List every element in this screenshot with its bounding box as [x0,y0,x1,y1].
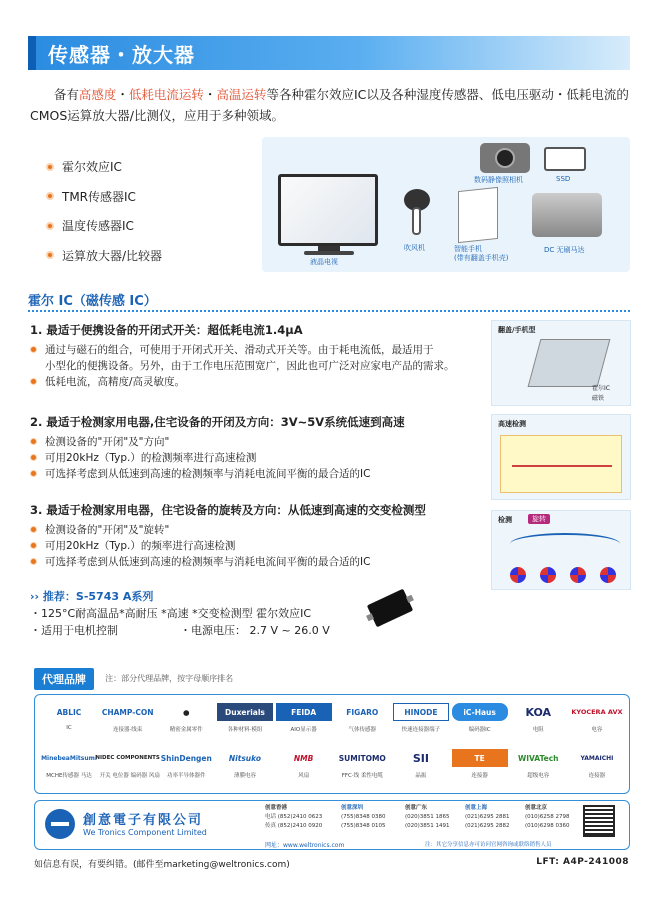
brand-logo: FEIDA [276,703,332,721]
brand-name: 快速连接器端子 [401,727,441,733]
brand-row-1 [41,703,625,733]
dryer-image [404,189,434,235]
brand-name: 编码器IC [468,727,491,733]
feature-block-3 [30,502,480,570]
office-name: 创意北京 [525,805,548,811]
intro-sep-2: ・ [203,87,217,102]
waveform [510,533,620,555]
office-bj [525,804,570,831]
magnet-rotor-icon [510,567,526,583]
office-sz [341,804,386,831]
office-name: 创意深圳 [341,805,364,811]
brand-name: 风扇 [298,773,310,779]
brand-item [217,749,273,779]
side-image-label: 翻盖/手机型 [498,326,536,334]
side-image-rotation [491,510,631,590]
brand-logo: NMB [293,753,314,763]
block-title: 3. 最适于检测家用电器，住宅设备的旋转及方向：从低速到高速的交变检测型 [30,503,426,517]
signal-line [512,465,612,467]
legend-hall-ic: 霍尔IC [592,385,610,392]
office-tel: (021)6295 2881 [465,814,510,820]
brand-note: 注：部分代理品牌，按字母顺序排名 [105,674,234,683]
brand-name: MCHE传感器 马达 [46,773,92,779]
brand-logo: Duxerials [217,703,273,721]
brand-name: 连接器 [471,773,488,779]
block-line: 可用20kHz（Typ.）的频率进行高速检测 [30,538,480,554]
brand-name: 连接器·线束 [113,727,143,733]
bullet-icon [30,526,37,533]
brand-item [452,703,508,733]
office-name: 创意广东 [405,805,428,811]
brand-item [334,703,390,733]
feature-item: 运算放大器/比较器 [46,241,162,271]
magnet-rotor-icon [570,567,586,583]
motor-image [532,193,602,237]
brand-name: 气体传感器 [348,727,377,733]
bullet-icon [46,251,54,259]
brand-header [34,668,233,690]
caption-motor: DC 无刷马达 [544,246,585,254]
legend-magnet: 磁铁 [592,395,605,402]
side-image-high-speed [491,414,631,500]
section-title: 霍尔 IC（磁传感 IC） [28,290,630,312]
brand-logo: MinebeaMitsumi [41,754,97,762]
brand-item [510,749,566,779]
block-line: 可用20kHz（Typ.）的检测频率进行高速检测 [30,450,480,466]
tv-image [278,174,378,246]
recommend-line-2 [30,622,390,639]
block-title: 2. 最适于检测家用电器,住宅设备的开闭及方向：3V~5V系统低速到高速 [30,415,405,429]
brand-logo: TE [452,749,508,767]
bullet-icon [46,192,54,200]
feature-item: 霍尔效应IC [46,152,162,182]
brand-badge: 代理品牌 [34,668,94,690]
contact-panel [34,800,630,850]
side-image-flip-phone [491,320,631,406]
brand-item [334,749,390,779]
bullet-icon [46,163,54,171]
intro-highlight-1: 高感度 [78,87,117,102]
caption-phone: 智能手机 (带有翻盖手机壳) [454,245,509,262]
office-fax: (020)3851 1491 [405,823,450,829]
brand-item [100,703,156,733]
brand-name: 超级电容 [527,773,550,779]
rotation-tag: 旋转 [528,514,550,524]
office-tel: 电话 (852)2410 0623 [265,814,323,820]
caption-camera: 数码静像照相机 [474,176,523,184]
intro-post: 等各种霍尔效应IC以及各种湿度传感器、低电压驱动・低耗电流的CMOS运算放大器/比测仪，应用于多种领域。 [30,87,629,123]
block-line: 检测设备的"开闭"及"旋转" [30,522,480,538]
brand-name: 各种材料·模组 [227,727,263,733]
bullet-icon [30,542,37,549]
company-name-cn: 創意電子有限公司 [83,813,204,828]
contact-note: 注：其它分享信息亦可访问官网咨询或联络销售人员 [425,842,552,848]
caption-dryer: 吹风机 [404,244,425,252]
brand-name: 精密金属零件 [169,727,203,733]
brand-logo: ABLIC [56,707,82,717]
intro-pre: 备有 [53,87,79,102]
office-hk [265,804,322,831]
feature-item: TMR传感器IC [46,182,162,212]
laptop-image [528,339,611,387]
feature-block-2 [30,414,480,482]
bullet-icon [30,346,37,353]
brand-item [158,703,214,733]
office-gd [405,804,450,831]
brand-logo: iC-Haus [452,703,508,721]
brand-name: 晶振 [415,773,427,779]
feature-item: 温度传感器IC [46,211,162,241]
brand-item [217,703,273,733]
brand-item [569,749,625,779]
intro-highlight-3: 高温运转 [216,87,267,102]
office-tel: (020)3851 1865 [405,814,450,820]
bullet-icon [30,438,37,445]
recommend-title: ›› 推荐：S-5743 A系列 [30,590,154,603]
qr-code-icon [583,805,615,837]
office-tel: (755)8348 0380 [341,814,386,820]
phone-image [458,187,498,243]
brand-row-2 [41,749,625,779]
office-fax: (755)8348 0105 [341,823,386,829]
brand-name: IC [66,725,72,731]
brand-item [393,749,449,779]
office-name: 创意香港 [265,805,288,811]
bullet-icon [30,454,37,461]
bullet-icon [46,222,54,230]
block-line: 可选择考虑到从低速到高速的检测频率与消耗电流间平衡的最合适的IC [30,554,480,570]
company-website[interactable]: 网址：www.weltronics.com [265,842,345,849]
brand-logo: WIVATech [517,753,559,763]
brand-logo: YAMAICHI [580,754,614,762]
brand-name: 电容 [591,727,603,733]
block-line: 可选择考虑到从低速到高速的检测频率与消耗电流间平衡的最合适的IC [30,466,480,482]
brand-item [276,703,332,733]
brand-item [95,749,160,779]
office-fax: (021)6295 2882 [465,823,510,829]
office-fax: 传真 (852)2410 0920 [265,823,323,829]
caption-tv: 液晶电视 [310,258,338,266]
brand-item [569,703,625,733]
brand-name: 电阻 [532,727,544,733]
brand-logo: SII [412,751,429,765]
brand-logo: NIDEC COMPONENTS [95,755,160,761]
brand-name: 功率半导体器件 [167,773,206,779]
brand-name: 连接器 [588,773,606,779]
brand-item [393,703,449,733]
ssd-image [544,147,586,171]
brand-name: 薄膜电容 [233,773,256,779]
brand-item [158,749,214,779]
block-line: 通过与磁石的组合，可使用于开闭式开关、滑动式开关等。由于耗电流低，最适用于 [30,342,480,358]
feature-block-1 [30,322,480,390]
bullet-icon [30,378,37,385]
caption-ssd: SSD [556,175,571,183]
brand-item [452,749,508,779]
office-tel: (010)6258 2798 [525,814,570,820]
block-title: 1. 最适于便携设备的开闭式开关：超低耗电流1.4μA [30,323,303,337]
brand-item [41,703,97,733]
recommend-line-1: ・125°C耐高温品*高耐压 *高速 *交变检测型 霍尔效应IC [30,607,312,620]
brand-logo: HINODE [393,703,449,721]
recommend-voltage: ・电源电压： 2.7 V ~ 26.0 V [180,624,330,637]
bullet-icon [30,470,37,477]
brand-logo: ShinDengen [160,753,212,763]
application-illustration [262,137,630,272]
page-title: 传感器・放大器 [48,43,195,67]
block-line: 小型化的便携设备。另外，由于工作电压范围宽广，因此也可广泛对应家电产品的需求。 [45,360,455,372]
intro-highlight-2: 低耗电流运转 [128,87,204,102]
header-accent [28,36,36,70]
block-line: 检测设备的"开闭"及"方向" [30,434,480,450]
intro-sep-1: ・ [116,87,129,102]
brand-name: 开关 电位器 编码器 风扇 [99,773,160,779]
block-line: 低耗电流，高精度/高灵敏度。 [30,374,480,390]
side-image-label: 高速检测 [498,420,526,428]
timing-diagram [500,435,622,493]
brand-name: AIO显示器 [290,727,317,733]
brand-logo: ● [183,707,190,717]
footer-note: 如信息有误，有要纠错。(邮件至marketing@weltronics.com) [34,860,290,870]
brand-logo: SUMITOMO [338,753,386,763]
office-fax: (010)6298 0360 [525,823,570,829]
brand-item [276,749,332,779]
magnet-rotor-icon [600,567,616,583]
tv-base [304,251,354,255]
brand-logo: Nitsuko [228,753,262,763]
page-header [28,36,630,70]
brand-item [41,749,97,779]
company-logo-icon [45,809,75,839]
brand-logo: KYOCERA AVX [571,708,623,716]
magnet-rotor-icon [540,567,556,583]
recommend-use: ・适用于电机控制 [30,624,118,637]
brand-panel [34,694,630,794]
office-name: 创意上海 [465,805,488,811]
camera-image [480,143,530,173]
recommend-box [30,588,390,639]
brand-logo: FIGARO [346,707,379,717]
brand-name: FFC·线 柔性电缆 [341,773,383,779]
intro-paragraph [30,84,640,126]
feature-list [46,152,162,270]
office-sh [465,804,510,831]
company-name-en: We Tronics Component Limited [83,828,207,837]
footer-code: LFT: A4P-241008 [536,857,629,867]
bullet-icon [30,558,37,565]
side-image-label: 检测 [498,516,512,524]
brand-logo: KOA [525,705,552,719]
brand-item [510,703,566,733]
brand-logo: CHAMP-CON [101,707,154,717]
